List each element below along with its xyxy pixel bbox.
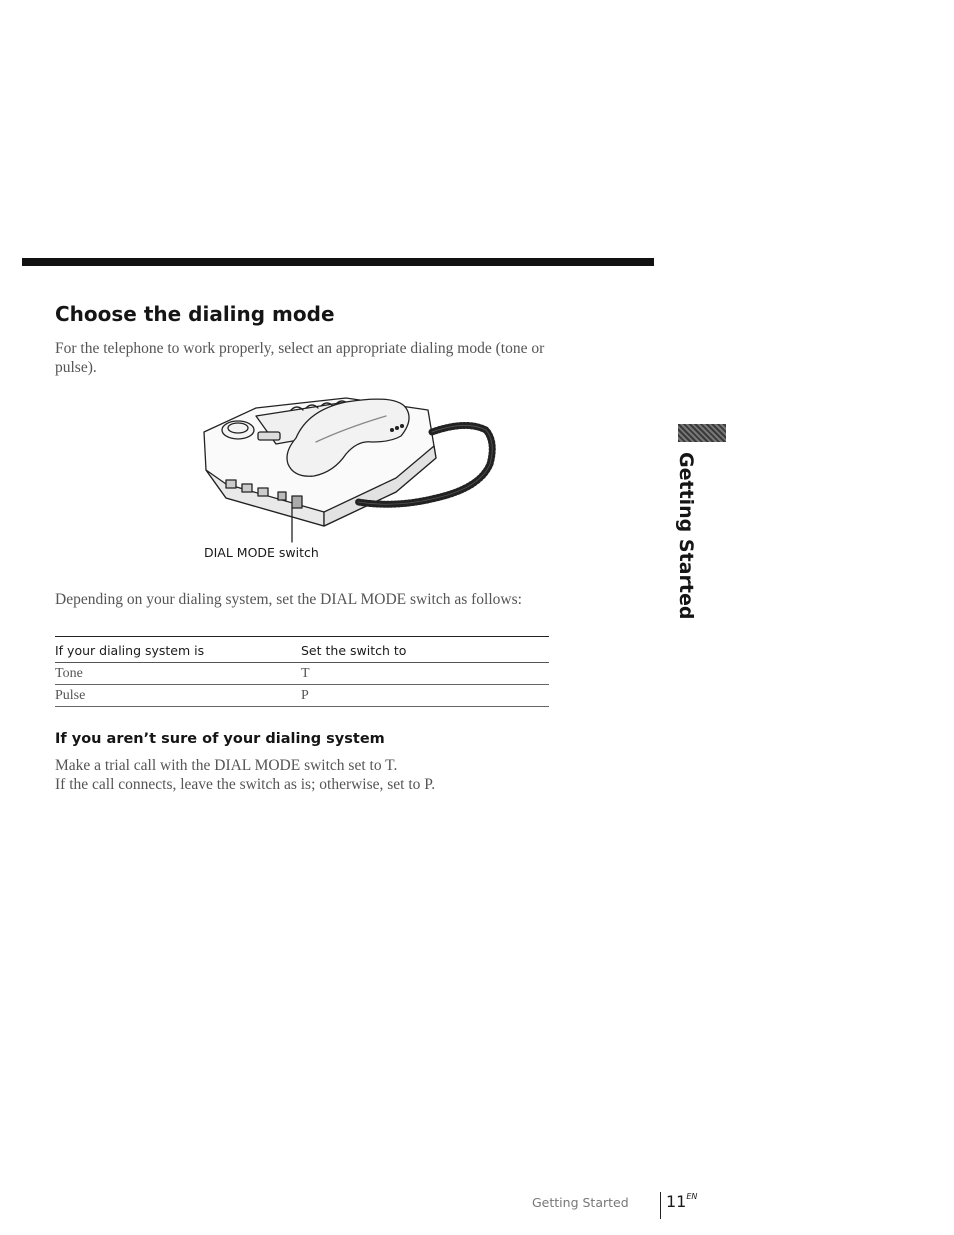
table-cell: Pulse [55, 685, 301, 707]
dial-mode-table [55, 636, 549, 707]
table-cell: T [301, 663, 549, 685]
section-rule [22, 258, 654, 266]
table-header-row [55, 637, 549, 663]
table-header: If your dialing system is [55, 637, 301, 663]
footer-section-label: Getting Started [532, 1195, 629, 1210]
page-number [666, 1192, 697, 1211]
table-cell: P [301, 685, 549, 707]
intro-paragraph: For the telephone to work properly, select an appropriate dialing mode (tone or pulse). [55, 340, 545, 376]
subsection-line: If the call connects, leave the switch as is; otherwise, set to P. [55, 776, 436, 793]
subsection-line: Make a trial call with the DIAL MODE switch set to T. [55, 757, 398, 774]
page-number-value: 11 [666, 1192, 687, 1211]
table-cell: Tone [55, 663, 301, 685]
subsection-body [55, 756, 575, 794]
section-heading: Choose the dialing mode [55, 302, 335, 326]
instruction-paragraph: Depending on your dialing system, set the DIAL MODE switch as follows: [55, 591, 522, 608]
side-tab-label: Getting Started [675, 452, 697, 620]
page-number-suffix: EN [686, 1192, 698, 1201]
dial-mode-switch-caption: DIAL MODE switch [204, 545, 319, 560]
table-row [55, 685, 549, 707]
telephone-illustration-icon [196, 380, 506, 550]
table-header: Set the switch to [301, 637, 549, 663]
side-tab-marker [678, 424, 726, 442]
subsection-heading: If you aren’t sure of your dialing system [55, 731, 385, 747]
footer-divider [660, 1192, 661, 1219]
table-row [55, 663, 549, 685]
